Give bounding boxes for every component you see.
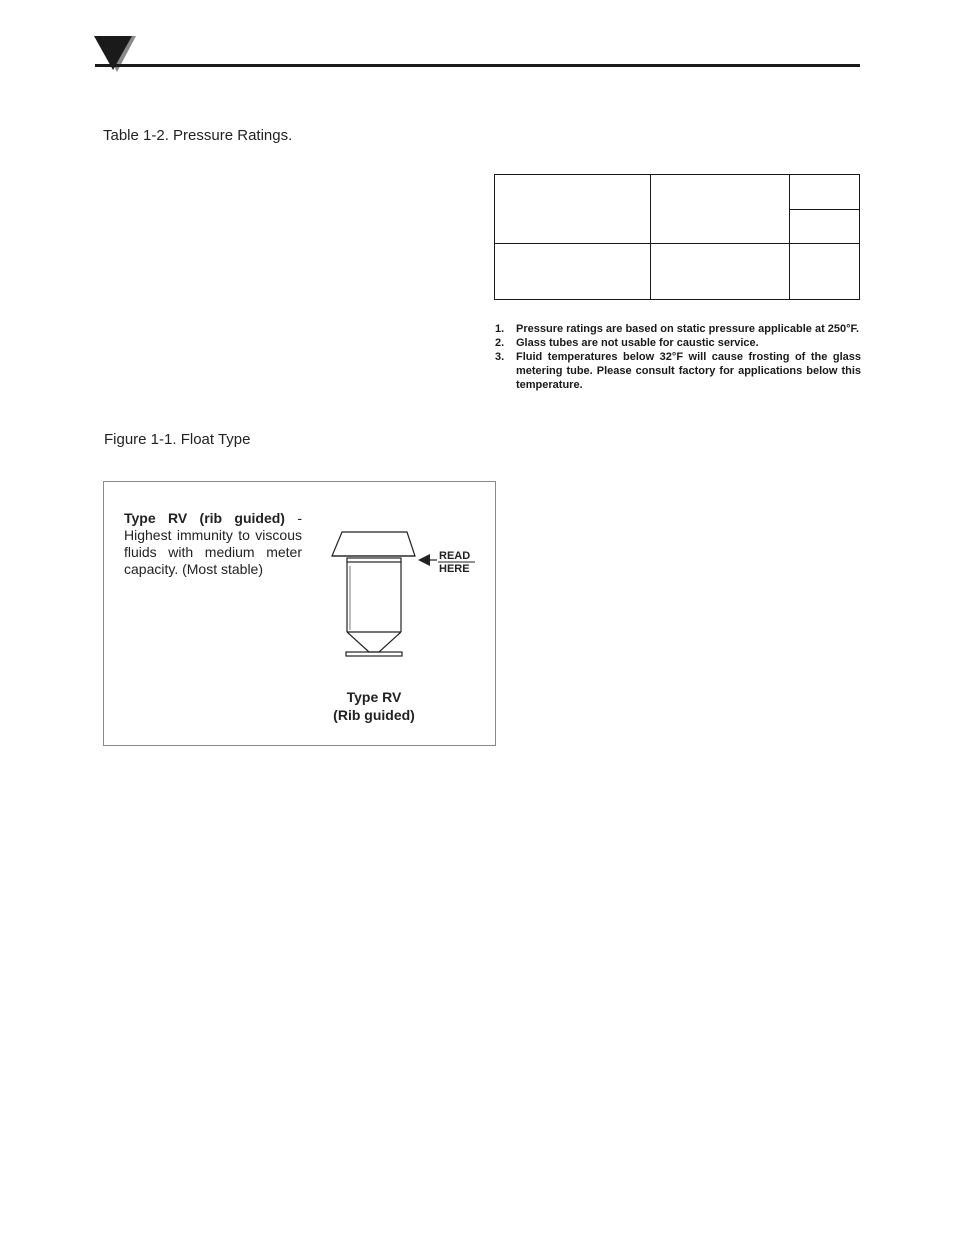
- note-item: [495, 322, 861, 336]
- float-description-body: Highest immunity to viscous fluids with medium meter capacity. (Most stable): [124, 527, 302, 577]
- table-notes: [495, 322, 861, 392]
- rib-guided-float-drawing: [329, 526, 479, 666]
- pressure-ratings-table: [494, 174, 860, 300]
- read-here-label-line1: READ: [439, 550, 471, 562]
- float-type-label-line2: (Rib guided): [333, 707, 415, 723]
- header-rule: [95, 64, 860, 67]
- float-description-title: Type RV (rib guided): [124, 510, 285, 526]
- float-description-dash: -: [284, 510, 302, 526]
- float-type-figure: [103, 481, 496, 746]
- table-caption: Table 1-2. Pressure Ratings.: [103, 127, 293, 144]
- table-cell: [650, 243, 790, 300]
- table-cell: [789, 209, 860, 244]
- float-type-label: [304, 688, 444, 724]
- table-cell: [650, 174, 790, 244]
- table-cell: [789, 243, 860, 300]
- float-type-label-line1: Type RV: [346, 689, 402, 705]
- read-here-label-line2: HERE: [439, 563, 470, 575]
- figure-caption: Figure 1-1. Float Type: [104, 431, 251, 448]
- omega-triangle-logo-icon: [92, 36, 140, 74]
- float-description: [124, 510, 302, 578]
- table-cell: [494, 174, 651, 244]
- table-cell: [789, 174, 860, 210]
- note-number: 3.: [495, 351, 505, 363]
- note-text: Fluid temperatures below 32°F will cause frosting of the glass metering tube. Please consult factory for applications below this temperature.: [516, 351, 861, 391]
- note-text: Glass tubes are not usable for caustic service.: [516, 337, 759, 349]
- note-number: 2.: [495, 337, 505, 349]
- note-text: Pressure ratings are based on static pressure applicable at 250°F.: [516, 323, 860, 335]
- note-item: [495, 336, 861, 350]
- arrow-left-icon: [418, 554, 437, 566]
- note-number: 1.: [495, 323, 505, 335]
- note-item: [495, 350, 861, 392]
- table-cell: [494, 243, 651, 300]
